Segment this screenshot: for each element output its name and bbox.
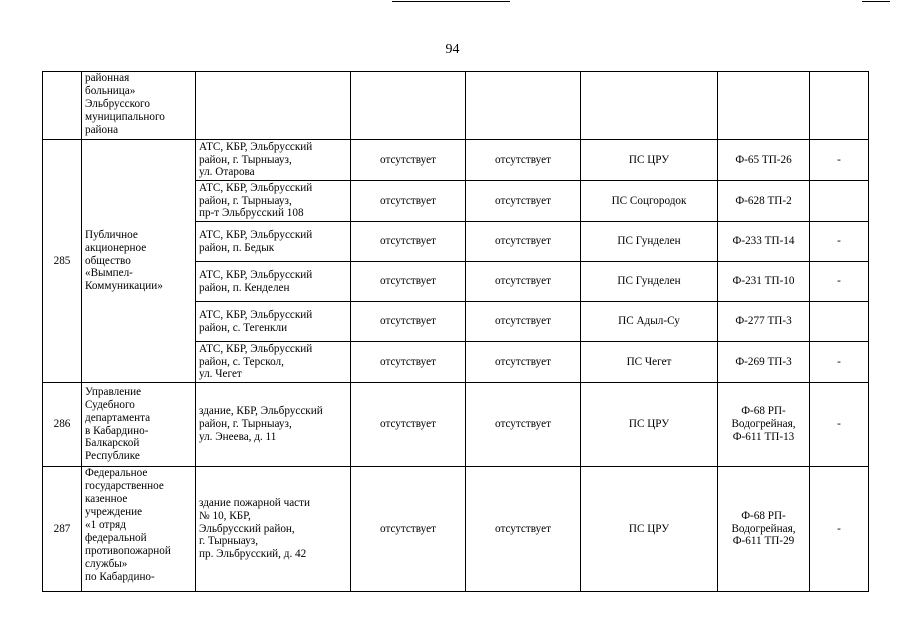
- cell-substation: ПС Адыл-Су: [581, 302, 718, 342]
- cell-last: [810, 302, 869, 342]
- cell-organization: Федеральное государственное казенное учреждение «1 отряд федеральной противопожарной службы» по Кабардино-: [82, 467, 196, 592]
- row-number: 286: [43, 383, 82, 467]
- cell-address: АТС, КБР, Эльбрусский район, п. Кенделен: [196, 262, 351, 302]
- cell-address: АТС, КБР, Эльбрусский район, п. Бедык: [196, 222, 351, 262]
- scan-mark-top-center: [392, 1, 510, 2]
- cell-col4: отсутствует: [466, 467, 581, 592]
- cell-last: -: [810, 467, 869, 592]
- cell-num: [43, 72, 82, 140]
- cell-col4: отсутствует: [466, 140, 581, 181]
- cell-organization: районная больница» Эльбрусского муниципального района: [82, 72, 196, 140]
- cell-feeder: Ф-628 ТП-2: [718, 181, 810, 222]
- cell-feeder: [718, 72, 810, 140]
- cell-col3: отсутствует: [351, 383, 466, 467]
- cell-col3: отсутствует: [351, 262, 466, 302]
- table-row-285-1: [43, 140, 869, 181]
- page-number: 94: [445, 42, 460, 57]
- cell-address: здание, КБР, Эльбрусский район, г. Тырныауз, ул. Энеева, д. 11: [196, 383, 351, 467]
- cell-feeder: Ф-231 ТП-10: [718, 262, 810, 302]
- cell-col3: отсутствует: [351, 222, 466, 262]
- cell-col4: [466, 72, 581, 140]
- cell-address: АТС, КБР, Эльбрусский район, с. Терскол, ул. Чегет: [196, 342, 351, 383]
- cell-feeder: Ф-68 РП- Водогрейная, Ф-611 ТП-13: [718, 383, 810, 467]
- cell-organization: Публичное акционерное общество «Вымпел- Коммуникации»: [82, 140, 196, 383]
- cell-address: АТС, КБР, Эльбрусский район, с. Тегенкли: [196, 302, 351, 342]
- cell-col3: [351, 72, 466, 140]
- cell-substation: ПС ЦРУ: [581, 467, 718, 592]
- cell-col4: отсутствует: [466, 181, 581, 222]
- cell-col4: отсутствует: [466, 342, 581, 383]
- row-number: 285: [43, 140, 82, 383]
- cell-last: [810, 72, 869, 140]
- table-row-287: [43, 467, 869, 592]
- cell-address: [196, 72, 351, 140]
- cell-last: -: [810, 222, 869, 262]
- table-row-continuation: [43, 72, 869, 140]
- cell-substation: ПС Соцгородок: [581, 181, 718, 222]
- cell-feeder: Ф-65 ТП-26: [718, 140, 810, 181]
- cell-col4: отсутствует: [466, 222, 581, 262]
- cell-col4: отсутствует: [466, 383, 581, 467]
- cell-last: -: [810, 262, 869, 302]
- cell-organization: Управление Судебного департамента в Кабардино- Балкарской Республике: [82, 383, 196, 467]
- cell-substation: ПС ЦРУ: [581, 140, 718, 181]
- cell-feeder: Ф-233 ТП-14: [718, 222, 810, 262]
- table-row-286: [43, 383, 869, 467]
- cell-substation: ПС Гунделен: [581, 262, 718, 302]
- cell-col3: отсутствует: [351, 181, 466, 222]
- cell-substation: ПС Чегет: [581, 342, 718, 383]
- cell-address: АТС, КБР, Эльбрусский район, г. Тырныауз, ул. Отарова: [196, 140, 351, 181]
- cell-last: -: [810, 342, 869, 383]
- cell-col3: отсутствует: [351, 302, 466, 342]
- cell-col3: отсутствует: [351, 342, 466, 383]
- cell-feeder: Ф-277 ТП-3: [718, 302, 810, 342]
- row-number: 287: [43, 467, 82, 592]
- cell-col3: отсутствует: [351, 467, 466, 592]
- cell-col4: отсутствует: [466, 262, 581, 302]
- cell-last: -: [810, 140, 869, 181]
- cell-substation: ПС Гунделен: [581, 222, 718, 262]
- cell-col3: отсутствует: [351, 140, 466, 181]
- cell-substation: ПС ЦРУ: [581, 383, 718, 467]
- cell-feeder: Ф-68 РП- Водогрейная, Ф-611 ТП-29: [718, 467, 810, 592]
- cell-substation: [581, 72, 718, 140]
- facilities-table: [42, 71, 869, 592]
- cell-last: -: [810, 383, 869, 467]
- cell-col4: отсутствует: [466, 302, 581, 342]
- scan-mark-top-right: [862, 1, 890, 2]
- cell-last: [810, 181, 869, 222]
- cell-address: АТС, КБР, Эльбрусский район, г. Тырныауз, пр-т Эльбрусский 108: [196, 181, 351, 222]
- cell-address: здание пожарной части № 10, КБР, Эльбрусский район, г. Тырныауз, пр. Эльбрусский, д. 42: [196, 467, 351, 592]
- cell-feeder: Ф-269 ТП-3: [718, 342, 810, 383]
